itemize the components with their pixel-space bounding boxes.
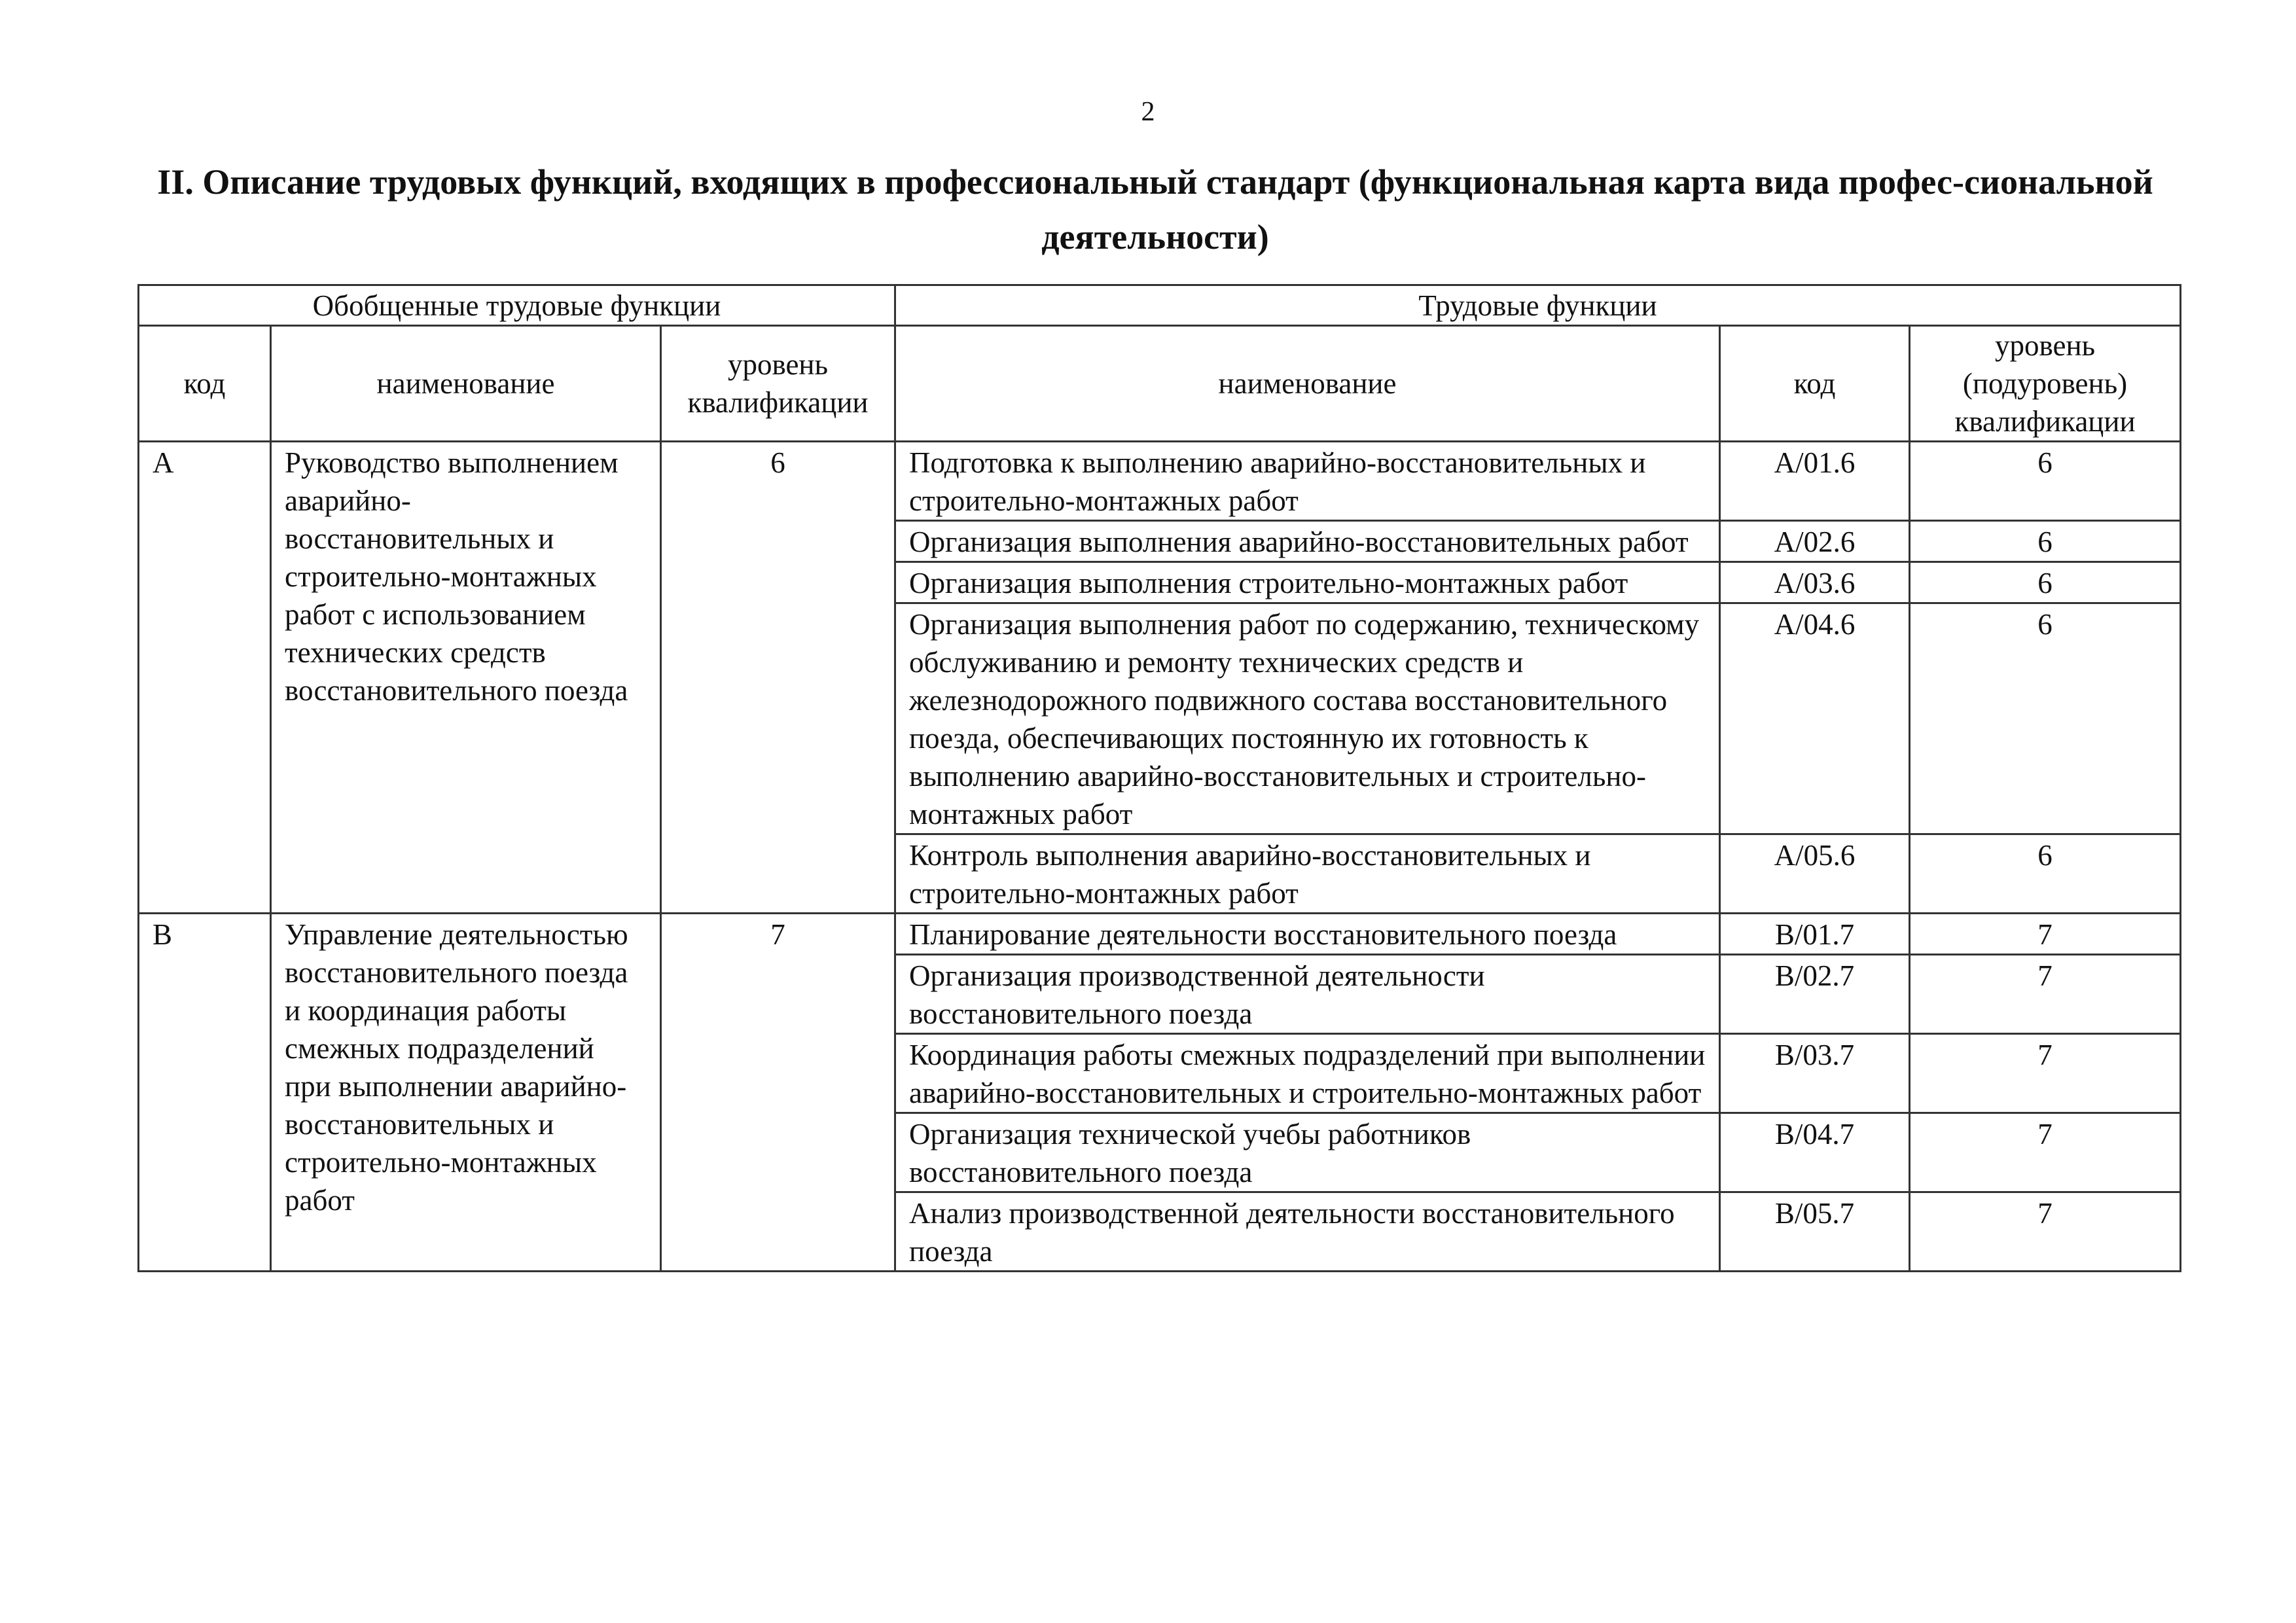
function-code: B/04.7 bbox=[1720, 1113, 1910, 1192]
labor-functions-header: Трудовые функции bbox=[895, 285, 2181, 326]
table-row bbox=[139, 914, 2181, 955]
function-level: 7 bbox=[1910, 1034, 2181, 1113]
function-level: 7 bbox=[1910, 914, 2181, 955]
function-name: Организация выполнения аварийно-восстановительных работ bbox=[895, 521, 1720, 562]
function-level: 6 bbox=[1910, 442, 2181, 521]
functional-map-table bbox=[137, 284, 2181, 1272]
section-title: II. Описание трудовых функций, входящих в профессиональный стандарт (функциональная карта вида профес-сиональной деятельности) bbox=[157, 162, 2153, 257]
group-code: B bbox=[139, 914, 271, 1272]
tf-code-header: код bbox=[1720, 326, 1910, 442]
function-level: 7 bbox=[1910, 1113, 2181, 1192]
tf-level-header: уровень (подуровень) квалификации bbox=[1910, 326, 2181, 442]
function-code: A/04.6 bbox=[1720, 603, 1910, 834]
function-name: Организация выполнения работ по содержанию, техническому обслуживанию и ремонту технических средств и железнодорожного подвижного состава восстановительного поезда, обеспечивающих постоянную их готовность к выполнению аварийно-восстановительных и строительно-монтажных работ bbox=[895, 603, 1720, 834]
function-name: Планирование деятельности восстановительного поезда bbox=[895, 914, 1720, 955]
table-row bbox=[139, 442, 2181, 521]
function-name: Контроль выполнения аварийно-восстановительных и строительно-монтажных работ bbox=[895, 834, 1720, 914]
function-name: Организация производственной деятельности восстановительного поезда bbox=[895, 955, 1720, 1034]
function-code: A/01.6 bbox=[1720, 442, 1910, 521]
function-name: Подготовка к выполнению аварийно-восстановительных и строительно-монтажных работ bbox=[895, 442, 1720, 521]
functional-map-table-wrapper bbox=[137, 284, 2179, 1272]
tf-name-header: наименование bbox=[895, 326, 1720, 442]
function-name: Организация технической учебы работников восстановительного поезда bbox=[895, 1113, 1720, 1192]
gen-code-header: код bbox=[139, 326, 271, 442]
function-code: B/02.7 bbox=[1720, 955, 1910, 1034]
gen-name-header: наименование bbox=[271, 326, 661, 442]
function-code: A/05.6 bbox=[1720, 834, 1910, 914]
function-level: 7 bbox=[1910, 955, 2181, 1034]
function-level: 6 bbox=[1910, 521, 2181, 562]
function-code: B/05.7 bbox=[1720, 1192, 1910, 1272]
group-level: 7 bbox=[661, 914, 895, 1272]
function-name: Анализ производственной деятельности восстановительного поезда bbox=[895, 1192, 1720, 1272]
function-level: 6 bbox=[1910, 603, 2181, 834]
function-code: B/01.7 bbox=[1720, 914, 1910, 955]
function-code: A/03.6 bbox=[1720, 562, 1910, 603]
group-code: A bbox=[139, 442, 271, 914]
group-level: 6 bbox=[661, 442, 895, 914]
function-name: Координация работы смежных подразделений при выполнении аварийно-восстановительных и строительно-монтажных работ bbox=[895, 1034, 1720, 1113]
function-name: Организация выполнения строительно-монтажных работ bbox=[895, 562, 1720, 603]
function-level: 6 bbox=[1910, 562, 2181, 603]
functional-map-body bbox=[139, 442, 2181, 1272]
function-code: A/02.6 bbox=[1720, 521, 1910, 562]
page-number: 2 bbox=[1141, 97, 1155, 127]
group-name: Управление деятельностью восстановительного поезда и координация работы смежных подразделений при выполнении аварийно-восстановительных и строительно-монтажных работ bbox=[271, 914, 661, 1272]
function-code: B/03.7 bbox=[1720, 1034, 1910, 1113]
function-level: 7 bbox=[1910, 1192, 2181, 1272]
function-level: 6 bbox=[1910, 834, 2181, 914]
group-name: Руководство выполнением аварийно-восстановительных и строительно-монтажных работ с использованием технических средств восстановительного поезда bbox=[271, 442, 661, 914]
generalized-functions-header: Обобщенные трудовые функции bbox=[139, 285, 895, 326]
gen-level-header: уровень квалификации bbox=[661, 326, 895, 442]
